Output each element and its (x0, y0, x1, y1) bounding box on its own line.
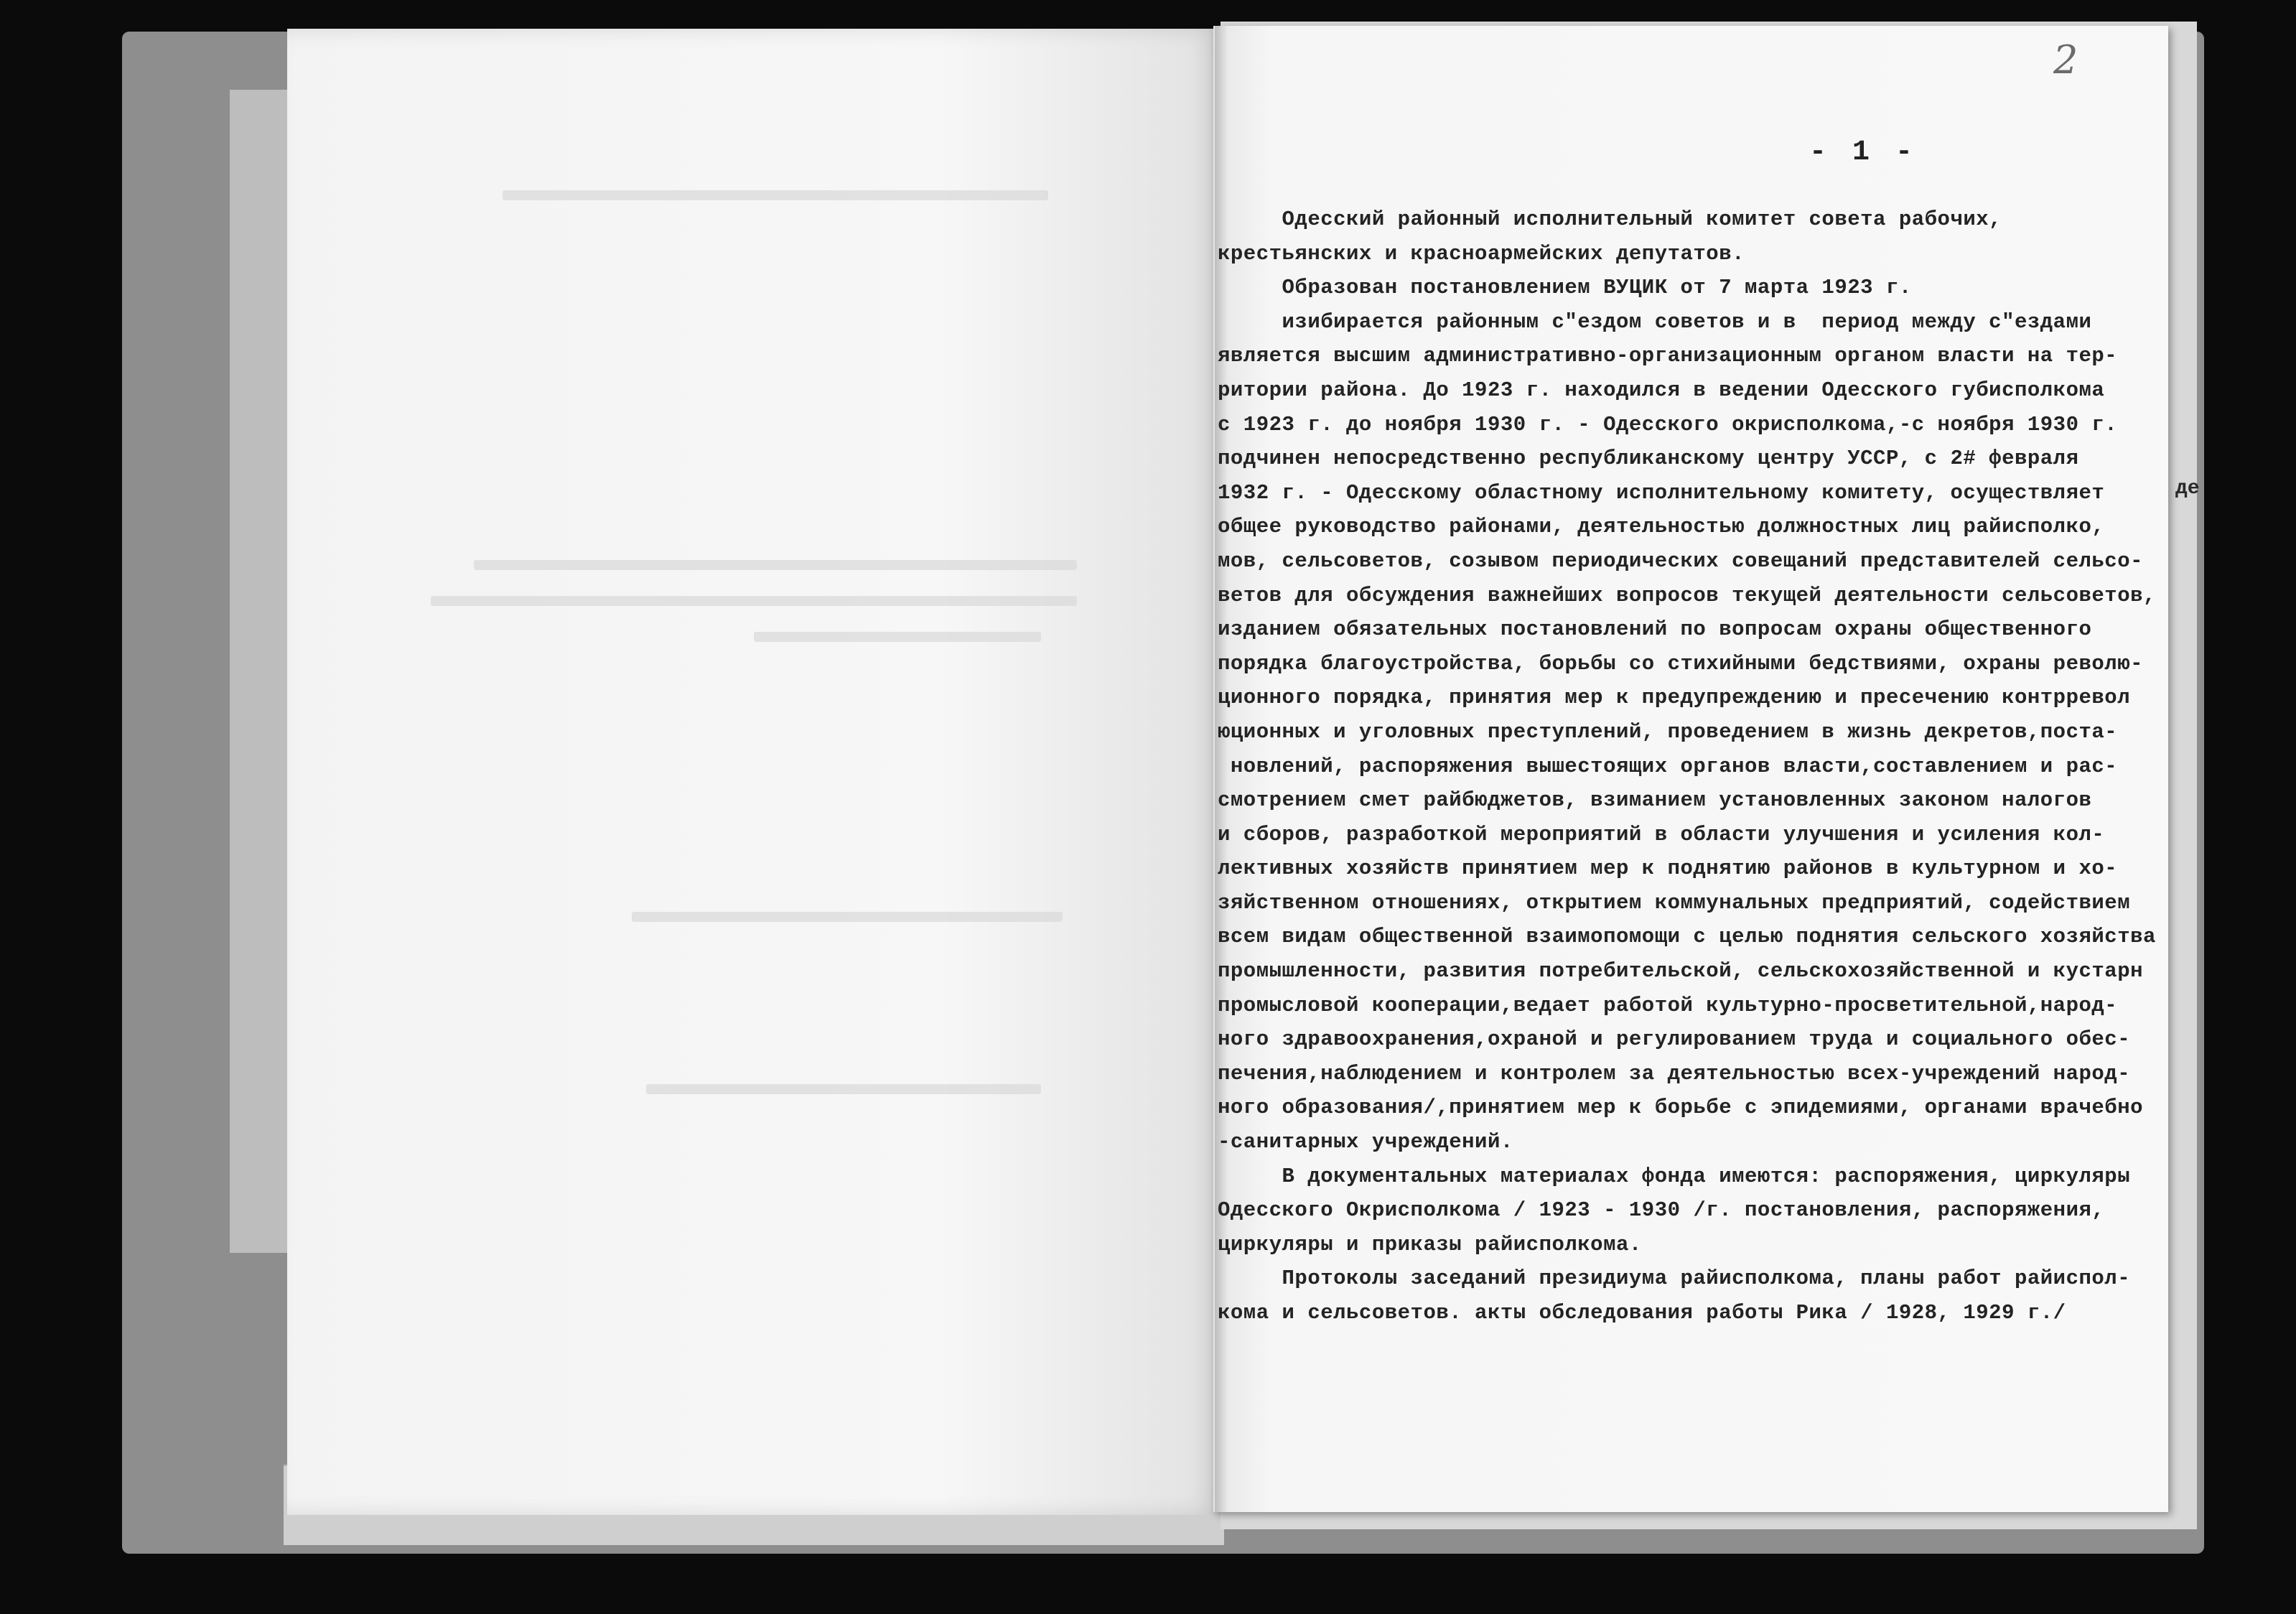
text-line: общее руководство районами, деятельностью должностных лиц райисполко, (1218, 515, 2105, 539)
text-line: Одесского Окрисполкома / 1923 - 1930 /г. постановления, распоряжения, (1218, 1198, 2105, 1223)
text-line: ветов для обсуждения важнейших вопросов текущей деятельности сельсоветов, (1218, 583, 2156, 607)
text-line: новлений, распоряжения вышестоящих органов власти,составлением и рас- (1218, 754, 2118, 778)
text-line: Протоколы заседаний президиума райисполкома, планы работ райиспол- (1218, 1267, 2131, 1291)
text-line: зяйственном отношениях, открытием коммунальных предприятий, содействием (1218, 890, 2131, 915)
text-line: Одесский районный исполнительный комитет совета рабочих, (1218, 207, 2002, 231)
text-line: -санитарных учреждений. (1218, 1130, 1513, 1154)
left-page (287, 29, 1221, 1515)
text-line: ритории района. До 1923 г. находился в ведении Одесского губисполкома (1218, 378, 2105, 402)
text-line: ного здравоохранения,охраной и регулированием труда и социального обес- (1218, 1027, 2131, 1052)
text-line: с 1923 г. до ноября 1930 г. - Одесского окрисполкома,-с ноября 1930 г. (1218, 412, 2118, 437)
bleed-through-line (503, 190, 1048, 200)
text-line: мов, сельсоветов, созывом периодических совещаний представителей сельсо- (1218, 549, 2144, 573)
folio-number: 2 (2053, 37, 2078, 83)
page-number: - 1 - (1809, 136, 1918, 169)
text-line: изибирается районным с"ездом советов и в период между с"ездами (1218, 309, 2092, 334)
text-line: ного образования/,принятием мер к борьбе с эпидемиями, органами врачебно (1218, 1096, 2144, 1120)
text-line: печения,наблюдением и контролем за деятельностью всех-учреждений народ- (1218, 1061, 2131, 1086)
text-line: является высшим административно-организационным органом власти на тер- (1218, 344, 2118, 368)
text-line: изданием обязательных постановлений по вопросам охраны общественного (1218, 617, 2092, 642)
document-body (1218, 202, 2165, 1330)
bleed-through-line (754, 632, 1041, 642)
text-line: крестьянских и красноармейских депутатов. (1218, 241, 1745, 266)
text-line: порядка благоустройства, борьбы со стихийными бедствиями, охраны револю- (1218, 651, 2144, 676)
bleed-through-line (632, 912, 1063, 922)
text-line: В документальных материалах фонда имеются: распоряжения, циркуляры (1218, 1164, 2131, 1188)
text-line: промысловой кооперации,ведает работой культурно-просветительной,народ- (1218, 993, 2118, 1017)
bleed-through-line (474, 560, 1077, 570)
text-line: Образован постановлением ВУЦИК от 7 марта 1923 г. (1218, 276, 1912, 300)
text-line: всем видам общественной взаимопомощи с целью поднятия сельского хозяйства (1218, 925, 2156, 949)
text-line: подчинен непосредственно республиканскому центру УССР, с 2# февраля (1218, 447, 2079, 471)
text-line: юционных и уголовных преступлений, проведением в жизнь декретов,поста- (1218, 719, 2118, 744)
text-line: циркуляры и приказы райисполкома. (1218, 1232, 1642, 1256)
text-line: промышленности, развития потребительской, сельскохозяйственной и кустарн (1218, 959, 2144, 984)
text-line: смотрением смет райбюджетов, взиманием установленных законом налогов (1218, 788, 2092, 813)
text-line: и сборов, разработкой мероприятий в области улучшения и усиления кол- (1218, 822, 2105, 846)
bleed-through-line (646, 1084, 1041, 1094)
text-line: лективных хозяйств принятием мер к поднятию районов в культурном и хо- (1218, 857, 2118, 881)
text-line: 1932 г. - Одесскому областному исполнительному комитету, осуществляет (1218, 480, 2105, 505)
text-line: кома и сельсоветов. акты обследования работы Рика / 1928, 1929 г./ (1218, 1301, 2066, 1325)
text-line: ционного порядка, принятия мер к предупреждению и пресечению контрревол (1218, 686, 2131, 710)
bleed-through-line (431, 596, 1077, 606)
margin-note: де (2175, 477, 2200, 500)
